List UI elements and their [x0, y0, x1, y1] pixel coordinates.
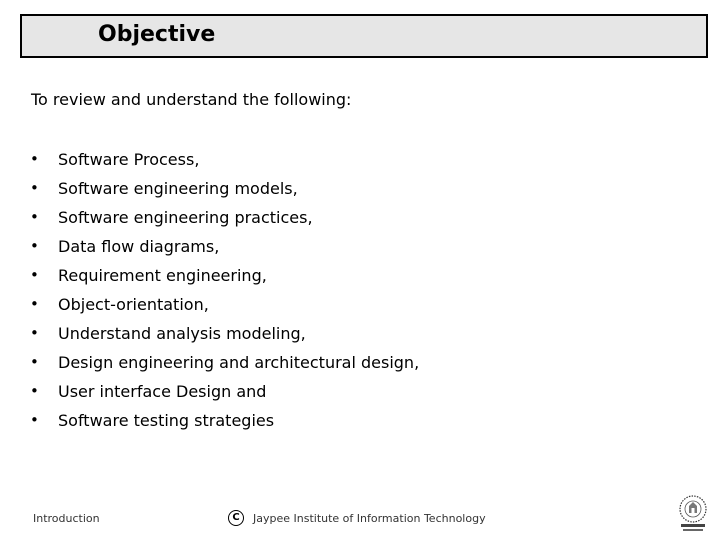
bullet-icon: • [30, 411, 39, 429]
list-item [30, 319, 419, 348]
footer-institute-name: Jaypee Institute of Information Technology [253, 512, 486, 525]
list-item-text: Understand analysis modeling, [58, 324, 306, 343]
institute-logo [676, 494, 710, 534]
intro-text: To review and understand the following: [31, 90, 352, 109]
list-item-text: Object-orientation, [58, 295, 209, 314]
list-item [30, 261, 419, 290]
bullet-icon: • [30, 237, 39, 255]
list-item-text: Software engineering practices, [58, 208, 313, 227]
list-item [30, 406, 419, 435]
bullet-icon: • [30, 179, 39, 197]
list-item-text: Software Process, [58, 150, 200, 169]
list-item [30, 290, 419, 319]
list-item [30, 145, 419, 174]
list-item [30, 377, 419, 406]
bullet-icon: • [30, 382, 39, 400]
list-item-text: User interface Design and [58, 382, 267, 401]
bullet-icon: • [30, 353, 39, 371]
list-item [30, 348, 419, 377]
bullet-icon: • [30, 266, 39, 284]
bullet-icon: • [30, 208, 39, 226]
list-item-text: Data flow diagrams, [58, 237, 220, 256]
footer-section-label: Introduction [33, 512, 100, 525]
bullet-icon: • [30, 324, 39, 342]
objective-list [30, 145, 419, 435]
list-item [30, 174, 419, 203]
copyright-icon: C [228, 510, 244, 526]
list-item-text: Software testing strategies [58, 411, 275, 430]
list-item-text: Design engineering and architectural design, [58, 353, 420, 372]
slide-title: Objective [98, 22, 216, 47]
list-item-text: Software engineering models, [58, 179, 298, 198]
bullet-icon: • [30, 150, 39, 168]
title-banner [20, 14, 708, 58]
list-item [30, 232, 419, 261]
bullet-icon: • [30, 295, 39, 313]
list-item-text: Requirement engineering, [58, 266, 267, 285]
list-item [30, 203, 419, 232]
